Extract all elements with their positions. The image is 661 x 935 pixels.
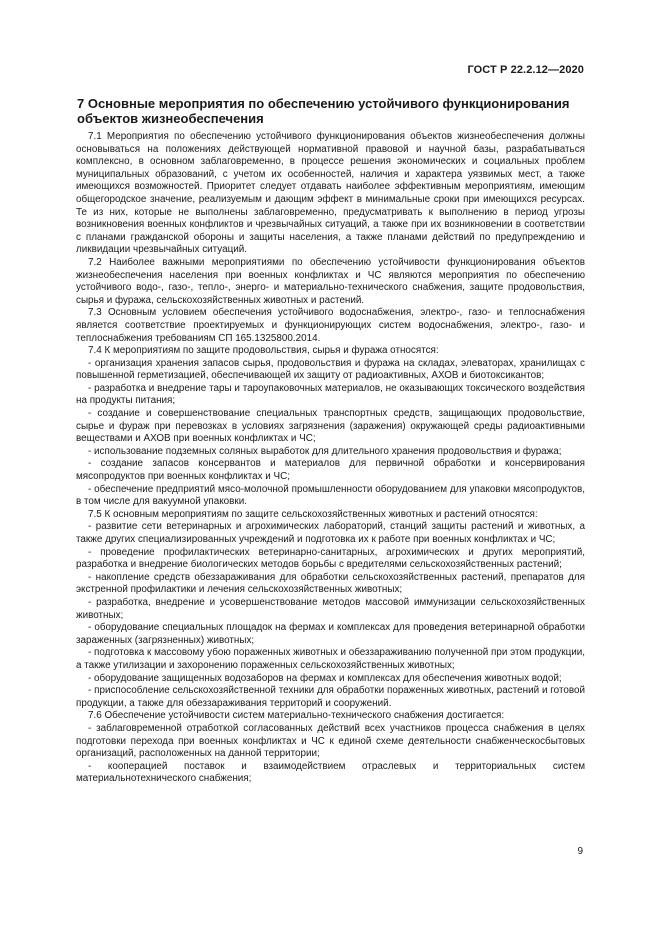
list-item: - развитие сети ветеринарных и агрохимических лабораторий, станций защиты растений и животных, а также других специализированных учреждений и подготовка их к работе при военных конфликтах и ЧС; [76,521,585,545]
list-item: - накопление средств обеззараживания для обработки сельскохозяйственных растений, препаратов для экстренной профилактики и лечения сельскохозяйственных животных; [76,571,585,596]
section-title: 7 Основные мероприятия по обеспечению устойчивого функционирования объектов жизнеобеспечения [77,96,570,126]
list-item: - заблаговременной отработкой согласованных действий всех участников процесса снабжения в целях подготовки перехода при военных конфликтах и ЧС к единой схеме деятельности снабженческосбытовых организаций, расположенных на данной территории; [76,722,585,760]
list-item: - приспособление сельскохозяйственной техники для обработки пораженных животных, растений и готовой продукции, а также для обеззараживания территорий и сооружений. [76,685,585,709]
paragraph-7-4: 7.4 К мероприятиям по защите продовольствия, сырья и фуража относятся: [88,345,439,357]
paragraph-7-2: 7.2 Наиболее важными мероприятиями по обеспечению устойчивости функционирования объектов жизнеобеспечения населения при военных конфликтах и ЧС являются мероприятия по обеспечению устойчивого водо-, газо-, тепло-, энерго- и материально-технического снабжения, защите продовольствия, сырья и фуража, сельскохозяйственных животных и растений. [76,256,585,306]
list-item: - разработка и внедрение тары и тароупаковочных материалов, не оказывающих токсического воздействия на продукты питания; [76,382,585,407]
paragraph-7-6: 7.6 Обеспечение устойчивости систем материально-технического снабжения достигается: [88,710,505,722]
paragraph-7-3: 7.3 Основным условием обеспечения устойчивого водоснабжения, электро-, газо- и теплоснабжения является соответствие проектируемых и функционирующих систем водоснабжения, электро-, газо- и теплоснабжения требованиям СП 165.1325800.2014. [76,307,585,344]
list-item: - оборудование специальных площадок на фермах и комплексах для проведения ветеринарной обработки зараженных (загрязненных) животных; [76,622,585,646]
paragraph-7-1: 7.1 Мероприятия по обеспечению устойчивого функционирования объектов жизнеобеспечения должны основываться на положениях действующей нормативной правовой и научной базы, разрабатываться комплексно, в основном заблаговременно, в процессе решения экономических и социальных проблем муниципальных образований, с учетом их особенностей, наличия и характера уязвимых мест, а также имеющихся возможностей. Приоритет следует отдавать наиболее эффективным мероприятиям, имеющим общегородское значение, реализуемым и дающим эффект в минимальные сроки при имеющихся ресурсах. Те из них, которые не выполнены заблаговременно, предусматривать к выполнению в период угрозы возникновения военных конфликтов и чрезвычайных ситуаций, а также при их возникновении в соответствии с планами гражданской обороны и защиты населения, а также планами действий по предупреждению и ликвидации чрезвычайных ситуаций. [76,131,585,256]
list-item: - оборудование защищенных водозаборов на фермах и комплексах для обеспечения животных водой; [88,672,562,684]
list-item: - использование подземных соляных выработок для длительного хранения продовольствия и фуража; [88,445,562,457]
list-item: - разработка, внедрение и усовершенствование методов массовой иммунизации сельскохозяйственных животных; [76,596,585,621]
list-item: - создание запасов консервантов и материалов для первичной обработки и консервирования мясопродуктов при военных конфликтах и ЧС; [76,458,585,483]
list-item: - создание и совершенствование специальных транспортных средств, защищающих продовольствие, сырье и фураж при перевозках в условиях загрязнения (заражения) окружающей среды радиоактивными веществами и АХОВ при военных конфликтах и ЧС; [76,408,585,445]
list-item: - организация хранения запасов сырья, продовольствия и фуража на складах, элеваторах, хранилищах с повышенной герметизацией, обеспечивающей их защиту от радиоактивных, АХОВ и биотоксикантов; [76,357,585,382]
document-code: ГОСТ Р 22.2.12—2020 [467,64,584,76]
paragraph-7-5: 7.5 К основным мероприятиям по защите сельскохозяйственных животных и растений относятся: [88,508,538,520]
list-item: - проведение профилактических ветеринарно-санитарных, агрохимических и других мероприятий, разработка и внедрение биологических методов борьбы с вредителями сельскохозяйственных растений; [76,546,585,571]
list-item: - кооперацией поставок и взаимодействием отраслевых и территориальных систем материальнотехнического снабжения; [76,760,585,785]
list-item: - обеспечение предприятий мясо-молочной промышленности оборудованием для упаковки мясопродуктов, в том числе для вакуумной упаковки. [76,483,585,508]
section-body [76,131,585,786]
page-number: 9 [577,846,583,857]
list-item: - подготовка к массовому убою пораженных животных и обеззараживанию полученной при этом продукции, а также утилизации и захоронению пораженных сельскохозяйственных животных; [76,647,585,671]
